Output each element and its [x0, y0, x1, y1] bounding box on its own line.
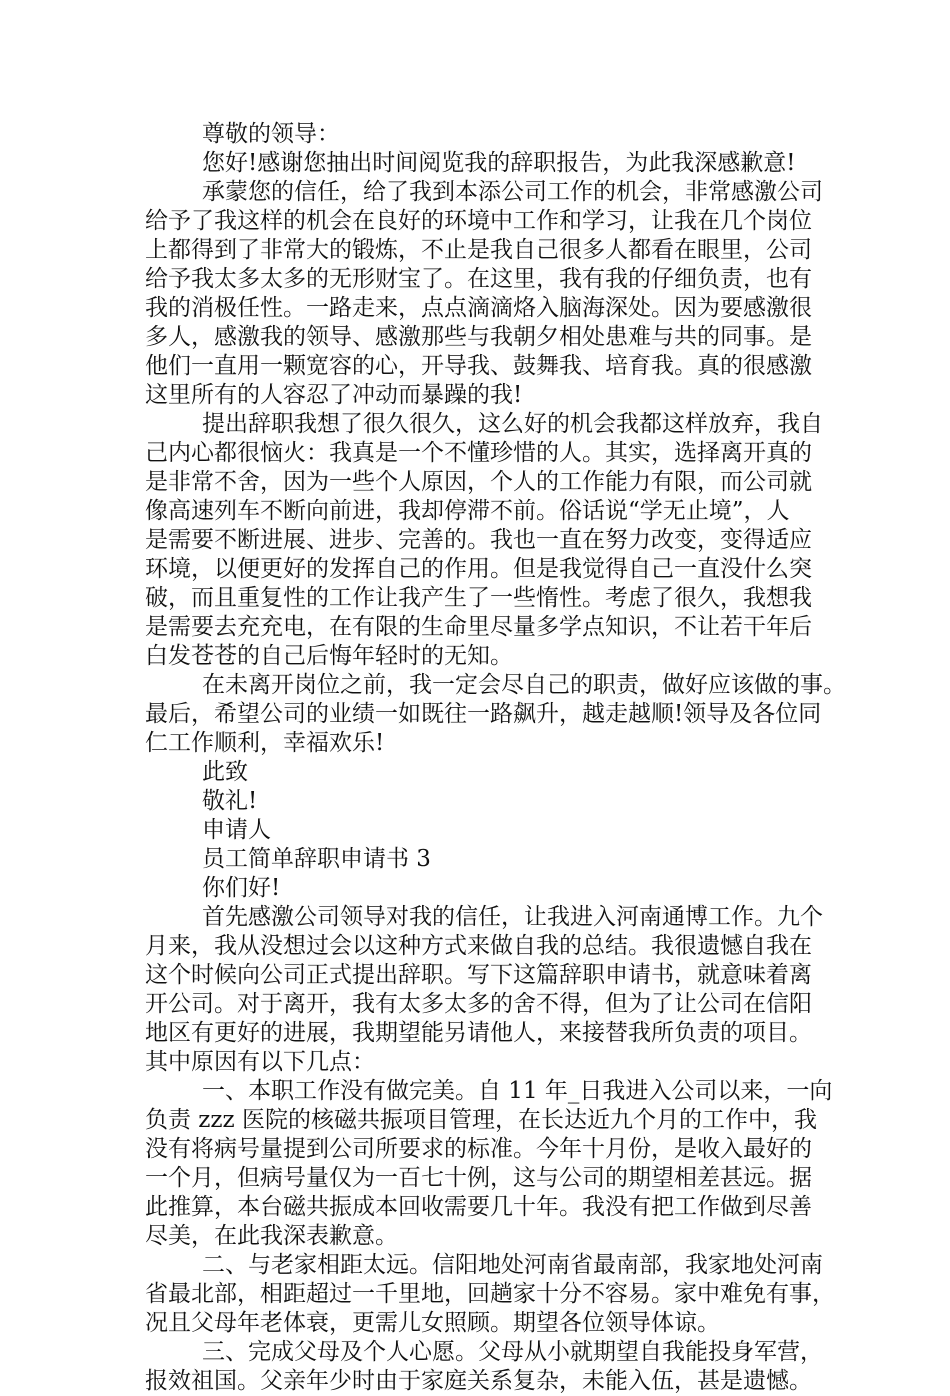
- text-line: 地区有更好的进展，我期望能另请他人，来接替我所负责的项目。: [145, 1020, 812, 1046]
- text-line: 尽美，在此我深表歉意。: [145, 1223, 398, 1249]
- text-line: 此致: [202, 759, 248, 785]
- text-line: 这里所有的人容忍了冲动而暴躁的我!: [145, 382, 523, 408]
- text-line: 给予了我这样的机会在良好的环境中工作和学习，让我在几个岗位: [145, 208, 812, 234]
- text-line: 没有将病号量提到公司所要求的标准。今年十月份，是收入最好的: [145, 1136, 812, 1162]
- text-line: 一个月，但病号量仅为一百七十例，这与公司的期望相差甚远。据: [145, 1165, 812, 1191]
- text-line: 仁工作顺利，幸福欢乐!: [145, 730, 385, 756]
- text-line: 一、本职工作没有做完美。自 11 年_日我进入公司以来，一向: [202, 1078, 833, 1104]
- text-line: 是需要不断进展、进步、完善的。我也一直在努力改变，变得适应: [145, 527, 812, 553]
- text-line: 其中原因有以下几点：: [145, 1049, 375, 1075]
- text-line: 我的消极任性。一路走来，点点滴滴烙入脑海深处。因为要感激很: [145, 295, 812, 321]
- text-line: 负责 zzz 医院的核磁共振项目管理，在长达近九个月的工作中，我: [145, 1107, 817, 1133]
- text-line: 开公司。对于离开，我有太多太多的舍不得，但为了让公司在信阳: [145, 991, 812, 1017]
- text-line: 给予我太多太多的无形财宝了。在这里，我有我的仔细负责，也有: [145, 266, 812, 292]
- text-line: 你们好!: [202, 875, 281, 901]
- text-line: 己内心都很恼火：我真是一个不懂珍惜的人。其实，选择离开真的: [145, 440, 812, 466]
- document-body: [145, 120, 846, 1396]
- text-line: 在未离开岗位之前，我一定会尽自己的职责，做好应该做的事。: [202, 672, 846, 698]
- text-line: 敬礼!: [202, 788, 258, 814]
- text-line: 他们一直用一颗宽容的心，开导我、鼓舞我、培育我。真的很感激: [145, 353, 812, 379]
- text-line: 环境，以便更好的发挥自己的作用。但是我觉得自己一直没什么突: [145, 556, 812, 582]
- text-line: 是需要去充充电，在有限的生命里尽量多学点知识，不让若干年后: [145, 614, 812, 640]
- text-line: 省最北部，相距超过一千里地，回趟家十分不容易。家中难免有事，: [145, 1281, 835, 1307]
- text-line: 破，而且重复性的工作让我产生了一些惰性。考虑了很久，我想我: [145, 585, 812, 611]
- text-line: 月来，我从没想过会以这种方式来做自我的总结。我很遗憾自我在: [145, 933, 812, 959]
- text-line: 申请人: [202, 817, 271, 843]
- text-line: 您好!感谢您抽出时间阅览我的辞职报告，为此我深感歉意!: [202, 150, 796, 176]
- text-line: 报效祖国。父亲年少时由于家庭关系复杂，未能入伍，甚是遗憾。: [145, 1368, 812, 1394]
- text-line: 是非常不舍，因为一些个人原因，个人的工作能力有限，而公司就: [145, 469, 812, 495]
- text-line: 多人，感激我的领导、感激那些与我朝夕相处患难与共的同事。是: [145, 324, 812, 350]
- text-line: 这个时候向公司正式提出辞职。写下这篇辞职申请书，就意味着离: [145, 962, 812, 988]
- text-line: 上都得到了非常大的锻炼，不止是我自己很多人都看在眼里，公司: [145, 237, 812, 263]
- text-line: 二、与老家相距太远。信阳地处河南省最南部，我家地处河南: [202, 1252, 823, 1278]
- text-line: 三、完成父母及个人心愿。父母从小就期望自我能投身军营，: [202, 1339, 823, 1365]
- text-line: 像高速列车不断向前进，我却停滞不前。俗话说“学无止境”，人: [145, 498, 790, 524]
- text-line: 最后，希望公司的业绩一如既往一路飙升，越走越顺!领导及各位同: [145, 701, 822, 727]
- text-line: 承蒙您的信任，给了我到本添公司工作的机会，非常感激公司: [202, 179, 823, 205]
- text-line: 此推算，本台磁共振成本回收需要几十年。我没有把工作做到尽善: [145, 1194, 812, 1220]
- text-line: 白发苍苍的自己后悔年轻时的无知。: [145, 643, 513, 669]
- text-line: 首先感激公司领导对我的信任，让我进入河南通博工作。九个: [202, 904, 823, 930]
- text-line: 尊敬的领导：: [202, 121, 340, 147]
- text-line: 员工简单辞职申请书 3: [202, 846, 431, 872]
- text-line: 况且父母年老体衰，更需儿女照顾。期望各位领导体谅。: [145, 1310, 720, 1336]
- text-line: 提出辞职我想了很久很久，这么好的机会我都这样放弃，我自: [202, 411, 823, 437]
